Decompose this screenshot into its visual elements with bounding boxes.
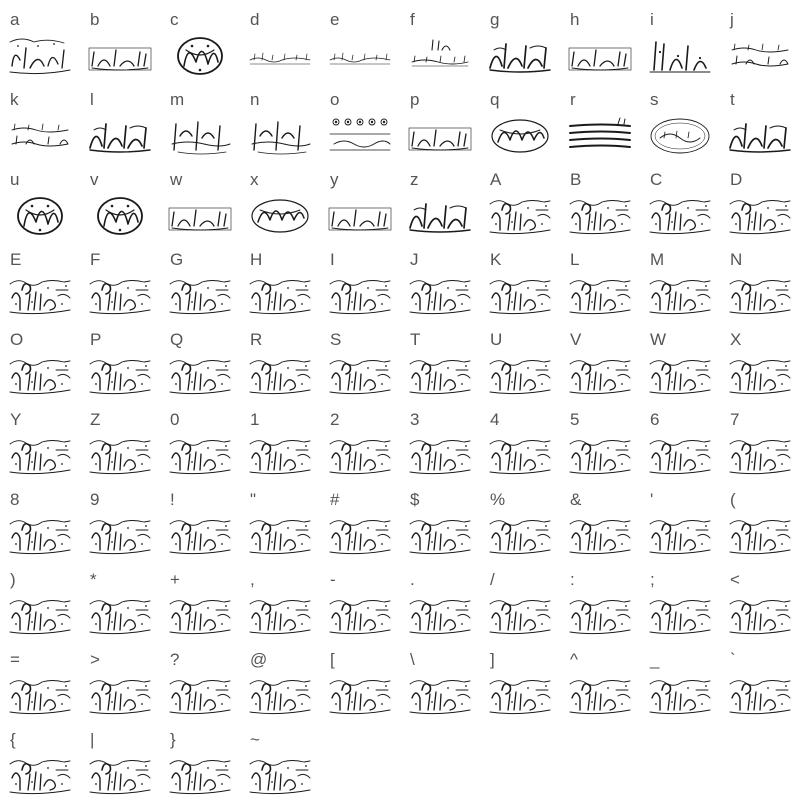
glyph-cell: [0, 320, 80, 400]
glyph-cell: [720, 0, 800, 80]
glyph-cell: [80, 400, 160, 480]
character-label: R: [250, 330, 263, 349]
character-label: V: [570, 330, 582, 349]
character-label: u: [10, 170, 20, 189]
glyph-cell: [720, 240, 800, 320]
character-label: k: [10, 90, 19, 109]
character-label: 2: [330, 410, 340, 429]
glyph-cell: [560, 80, 640, 160]
calligraphy-default-glyph: [408, 276, 472, 316]
glyph-cell: [640, 560, 720, 640]
calligraphy-default-glyph: [88, 436, 152, 476]
calligraphy-default-glyph: [648, 596, 712, 636]
character-label: @: [250, 650, 268, 669]
glyph-cell: [400, 80, 480, 160]
glyph-cell: [480, 560, 560, 640]
calligraphy-default-glyph: [328, 436, 392, 476]
calligraphy-default-glyph: [248, 516, 312, 556]
character-label: m: [170, 90, 185, 109]
glyph-cell: [0, 480, 80, 560]
calligraphy-round-knot-glyph: [88, 196, 152, 236]
glyph-cell: [320, 0, 400, 80]
character-label: ;: [650, 570, 655, 589]
glyph-cell: [400, 480, 480, 560]
character-label: B: [570, 170, 582, 189]
glyph-cell: [0, 0, 80, 80]
character-label: 1: [250, 410, 260, 429]
character-label: a: [10, 10, 20, 29]
calligraphy-default-glyph: [168, 676, 232, 716]
character-label: y: [330, 170, 339, 189]
calligraphy-default-glyph: [88, 596, 152, 636]
glyph-cell: [480, 320, 560, 400]
character-label: `: [730, 650, 736, 669]
glyph-cell: [480, 480, 560, 560]
character-label: z: [410, 170, 419, 189]
calligraphy-default-glyph: [728, 196, 792, 236]
glyph-cell: [480, 160, 560, 240]
character-label: J: [410, 250, 419, 269]
character-label: O: [10, 330, 24, 349]
character-label: q: [490, 90, 500, 109]
calligraphy-default-glyph: [488, 676, 552, 716]
glyph-cell: [400, 400, 480, 480]
character-label: w: [170, 170, 183, 189]
glyph-cell: [160, 400, 240, 480]
character-label: r: [570, 90, 576, 109]
glyph-cell: [320, 640, 400, 720]
calligraphy-boxed-line-glyph: [168, 196, 232, 236]
glyph-cell: [0, 720, 80, 800]
calligraphy-default-glyph: [488, 436, 552, 476]
character-label: *: [90, 570, 97, 589]
calligraphy-default-glyph: [8, 756, 72, 796]
calligraphy-wide-block-glyph: [8, 36, 72, 76]
calligraphy-default-glyph: [248, 676, 312, 716]
calligraphy-horizontal-sweep-glyph: [568, 116, 632, 156]
character-label: _: [650, 650, 660, 669]
calligraphy-default-glyph: [728, 436, 792, 476]
glyph-cell: [720, 80, 800, 160]
calligraphy-two-line-text-glyph: [8, 116, 72, 156]
glyph-cell: [640, 0, 720, 80]
glyph-cell: [160, 720, 240, 800]
character-label: 5: [570, 410, 580, 429]
glyph-cell: [320, 480, 400, 560]
calligraphy-default-glyph: [648, 516, 712, 556]
character-label: I: [330, 250, 335, 269]
glyph-cell: [720, 160, 800, 240]
calligraphy-default-glyph: [88, 676, 152, 716]
character-label: e: [330, 10, 340, 29]
character-label: E: [10, 250, 22, 269]
glyph-cell: [640, 80, 720, 160]
character-label: 4: [490, 410, 500, 429]
glyph-cell: [560, 560, 640, 640]
character-label: ): [10, 570, 16, 589]
calligraphy-default-glyph: [648, 276, 712, 316]
glyph-cell: [80, 160, 160, 240]
calligraphy-oval-knot-glyph: [248, 196, 312, 236]
glyph-cell: [480, 80, 560, 160]
glyph-cell: [320, 560, 400, 640]
character-label: %: [490, 490, 506, 509]
calligraphy-default-glyph: [88, 356, 152, 396]
calligraphy-default-glyph: [328, 356, 392, 396]
glyph-cell: [80, 80, 160, 160]
calligraphy-default-glyph: [728, 596, 792, 636]
calligraphy-floral-border-glyph: [328, 116, 392, 156]
calligraphy-default-glyph: [568, 436, 632, 476]
glyph-cell: [320, 320, 400, 400]
character-label: d: [250, 10, 260, 29]
glyph-cell: [160, 560, 240, 640]
glyph-cell: [320, 400, 400, 480]
glyph-cell: [240, 560, 320, 640]
glyph-cell: [240, 400, 320, 480]
character-label: Y: [10, 410, 22, 429]
character-label: >: [90, 650, 100, 669]
calligraphy-oval-knot-glyph: [488, 116, 552, 156]
calligraphy-default-glyph: [168, 756, 232, 796]
calligraphy-default-glyph: [328, 516, 392, 556]
glyph-cell: [0, 640, 80, 720]
glyph-cell: [0, 400, 80, 480]
character-label: A: [490, 170, 502, 189]
glyph-cell: [160, 0, 240, 80]
calligraphy-default-glyph: [648, 356, 712, 396]
glyph-cell: [320, 160, 400, 240]
calligraphy-default-glyph: [248, 596, 312, 636]
character-label: g: [490, 10, 500, 29]
character-label: $: [410, 490, 420, 509]
glyph-cell: [240, 240, 320, 320]
character-label: 8: [10, 490, 20, 509]
character-label: x: [250, 170, 259, 189]
calligraphy-default-glyph: [648, 196, 712, 236]
calligraphy-two-line-text-glyph: [728, 36, 792, 76]
character-label: ': [650, 490, 654, 509]
calligraphy-default-glyph: [8, 676, 72, 716]
glyph-cell: [240, 160, 320, 240]
character-label: <: [730, 570, 740, 589]
glyph-cell: [560, 640, 640, 720]
glyph-cell: [480, 400, 560, 480]
calligraphy-title-with-line-glyph: [408, 36, 472, 76]
calligraphy-dense-block-glyph: [728, 116, 792, 156]
character-label: /: [490, 570, 495, 589]
character-label: -: [330, 570, 336, 589]
character-label: c: [170, 10, 179, 29]
glyph-cell: [720, 400, 800, 480]
character-label: ~: [250, 730, 260, 749]
character-label: G: [170, 250, 184, 269]
character-label: 3: [410, 410, 420, 429]
character-label: p: [410, 90, 420, 109]
calligraphy-boxed-line-glyph: [408, 116, 472, 156]
glyph-cell: [0, 80, 80, 160]
calligraphy-default-glyph: [568, 196, 632, 236]
character-label: D: [730, 170, 743, 189]
calligraphy-default-glyph: [568, 516, 632, 556]
character-label: C: [650, 170, 663, 189]
calligraphy-default-glyph: [488, 516, 552, 556]
glyph-cell: [160, 160, 240, 240]
calligraphy-dense-block-glyph: [408, 196, 472, 236]
calligraphy-default-glyph: [168, 276, 232, 316]
calligraphy-default-glyph: [8, 356, 72, 396]
calligraphy-oval-frame-glyph: [648, 116, 712, 156]
glyph-cell: [560, 160, 640, 240]
character-label: f: [410, 10, 415, 29]
calligraphy-default-glyph: [328, 596, 392, 636]
glyph-cell: [560, 240, 640, 320]
calligraphy-default-glyph: [328, 676, 392, 716]
glyph-cell: [720, 560, 800, 640]
glyph-cell: [400, 640, 480, 720]
character-label: X: [730, 330, 742, 349]
calligraphy-default-glyph: [728, 516, 792, 556]
character-label: U: [490, 330, 503, 349]
character-label: T: [410, 330, 421, 349]
calligraphy-dense-block-glyph: [88, 116, 152, 156]
character-label: P: [90, 330, 102, 349]
calligraphy-stacked-strokes-glyph: [248, 116, 312, 156]
character-label: i: [650, 10, 654, 29]
calligraphy-dense-block-glyph: [488, 36, 552, 76]
calligraphy-default-glyph: [168, 436, 232, 476]
glyph-cell: [480, 0, 560, 80]
character-label: t: [730, 90, 735, 109]
glyph-cell: [80, 640, 160, 720]
calligraphy-default-glyph: [568, 276, 632, 316]
glyph-cell: [160, 240, 240, 320]
calligraphy-default-glyph: [728, 356, 792, 396]
character-label: h: [570, 10, 580, 29]
glyph-cell: [400, 560, 480, 640]
calligraphy-boxed-line-glyph: [568, 36, 632, 76]
character-label: \: [410, 650, 415, 669]
glyph-cell: [640, 480, 720, 560]
calligraphy-default-glyph: [88, 516, 152, 556]
calligraphy-default-glyph: [568, 356, 632, 396]
calligraphy-default-glyph: [408, 436, 472, 476]
calligraphy-default-glyph: [488, 596, 552, 636]
glyph-cell: [80, 240, 160, 320]
character-label: [: [330, 650, 335, 669]
calligraphy-default-glyph: [728, 276, 792, 316]
character-label: o: [330, 90, 340, 109]
glyph-cell: [480, 240, 560, 320]
character-label: F: [90, 250, 101, 269]
glyph-cell: [240, 0, 320, 80]
calligraphy-default-glyph: [248, 356, 312, 396]
character-label: &: [570, 490, 582, 509]
glyph-cell: [640, 640, 720, 720]
glyph-cell: [560, 400, 640, 480]
calligraphy-default-glyph: [8, 596, 72, 636]
glyph-cell: [80, 480, 160, 560]
glyph-cell: [160, 640, 240, 720]
character-label: +: [170, 570, 180, 589]
glyph-cell: [400, 0, 480, 80]
character-label: Q: [170, 330, 184, 349]
glyph-cell: [640, 240, 720, 320]
character-label: ]: [490, 650, 495, 669]
glyph-cell: [400, 160, 480, 240]
calligraphy-tall-strokes-glyph: [648, 36, 712, 76]
calligraphy-default-glyph: [408, 596, 472, 636]
glyph-cell: [400, 320, 480, 400]
character-label: ,: [250, 570, 255, 589]
glyph-cell: [640, 160, 720, 240]
calligraphy-default-glyph: [648, 676, 712, 716]
calligraphy-default-glyph: [168, 356, 232, 396]
glyph-cell: [0, 160, 80, 240]
character-label: =: [10, 650, 20, 669]
character-label: !: [170, 490, 175, 509]
glyph-cell: [160, 480, 240, 560]
calligraphy-default-glyph: [88, 756, 152, 796]
glyph-cell: [0, 240, 80, 320]
calligraphy-default-glyph: [568, 676, 632, 716]
glyph-cell: [0, 560, 80, 640]
glyph-cell: [240, 720, 320, 800]
calligraphy-default-glyph: [8, 516, 72, 556]
character-label: 7: [730, 410, 740, 429]
character-label: ^: [570, 650, 578, 669]
calligraphy-round-knot-glyph: [8, 196, 72, 236]
character-label: #: [330, 490, 340, 509]
character-label: {: [10, 730, 16, 749]
glyph-cell: [80, 0, 160, 80]
glyph-cell: [560, 0, 640, 80]
character-label: |: [90, 730, 95, 749]
character-label: Z: [90, 410, 101, 429]
calligraphy-default-glyph: [328, 276, 392, 316]
glyph-cell: [240, 80, 320, 160]
glyph-cell: [720, 480, 800, 560]
character-label: s: [650, 90, 659, 109]
calligraphy-default-glyph: [248, 756, 312, 796]
calligraphy-default-glyph: [248, 276, 312, 316]
calligraphy-default-glyph: [168, 596, 232, 636]
character-label: K: [490, 250, 502, 269]
calligraphy-default-glyph: [408, 356, 472, 396]
character-label: W: [650, 330, 667, 349]
character-label: :: [570, 570, 575, 589]
glyph-cell: [560, 320, 640, 400]
character-label: }: [170, 730, 176, 749]
glyph-cell: [240, 320, 320, 400]
calligraphy-default-glyph: [648, 436, 712, 476]
calligraphy-default-glyph: [8, 276, 72, 316]
calligraphy-boxed-line-glyph: [328, 196, 392, 236]
character-label: 0: [170, 410, 180, 429]
character-label: n: [250, 90, 260, 109]
calligraphy-round-knot-glyph: [168, 36, 232, 76]
calligraphy-default-glyph: [88, 276, 152, 316]
glyph-cell: [640, 400, 720, 480]
calligraphy-default-glyph: [488, 196, 552, 236]
calligraphy-default-glyph: [248, 436, 312, 476]
character-label: N: [730, 250, 743, 269]
calligraphy-default-glyph: [408, 516, 472, 556]
glyph-cell: [80, 560, 160, 640]
character-label: H: [250, 250, 263, 269]
character-label: M: [650, 250, 665, 269]
character-label: l: [90, 90, 94, 109]
calligraphy-boxed-line-glyph: [88, 36, 152, 76]
character-label: 6: [650, 410, 660, 429]
glyph-cell: [640, 320, 720, 400]
character-label: ?: [170, 650, 180, 669]
character-label: .: [410, 570, 415, 589]
glyph-cell: [480, 640, 560, 720]
glyph-cell: [240, 480, 320, 560]
glyph-cell: [240, 640, 320, 720]
calligraphy-default-glyph: [8, 436, 72, 476]
character-label: ": [250, 490, 257, 509]
character-label: (: [730, 490, 736, 509]
character-label: j: [730, 10, 734, 29]
character-label: S: [330, 330, 342, 349]
glyph-cell: [160, 320, 240, 400]
glyph-cell: [720, 640, 800, 720]
glyph-cell: [80, 720, 160, 800]
calligraphy-default-glyph: [728, 676, 792, 716]
glyph-cell: [160, 80, 240, 160]
glyph-cell: [80, 320, 160, 400]
calligraphy-default-glyph: [168, 516, 232, 556]
glyph-cell: [320, 80, 400, 160]
calligraphy-stacked-strokes-glyph: [168, 116, 232, 156]
calligraphy-default-glyph: [408, 676, 472, 716]
calligraphy-default-glyph: [568, 596, 632, 636]
calligraphy-default-glyph: [488, 356, 552, 396]
character-label: L: [570, 250, 580, 269]
glyph-cell: [400, 240, 480, 320]
calligraphy-thin-line-glyph: [328, 36, 392, 76]
glyph-cell: [320, 240, 400, 320]
character-label: v: [90, 170, 99, 189]
calligraphy-default-glyph: [488, 276, 552, 316]
glyph-cell: [560, 480, 640, 560]
character-label: 9: [90, 490, 100, 509]
glyph-cell: [720, 320, 800, 400]
calligraphy-thin-line-glyph: [248, 36, 312, 76]
character-label: b: [90, 10, 100, 29]
